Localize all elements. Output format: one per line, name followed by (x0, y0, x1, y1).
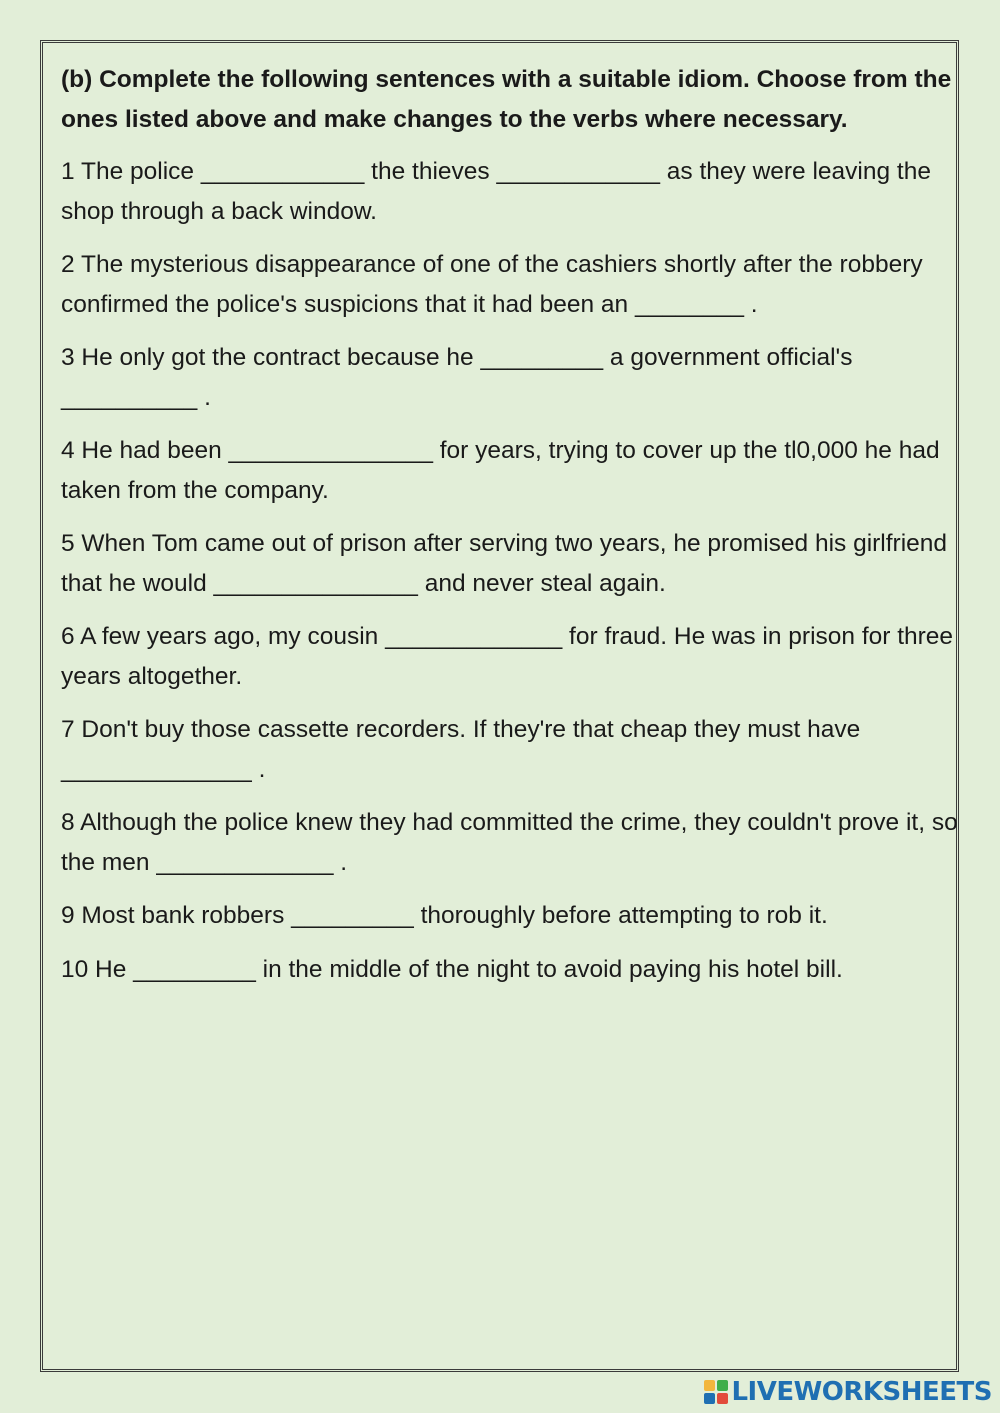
logo-text: LIVEWORKSHEETS (731, 1377, 992, 1407)
instructions-heading: (b) Complete the following sentences with a suitable idiom. Choose from the ones listed above and make changes to the verbs where necessary. (61, 66, 952, 133)
logo-square-2 (717, 1380, 728, 1391)
logo-square-3 (704, 1393, 715, 1404)
liveworksheets-logo[interactable] (704, 1375, 992, 1409)
sentence-3: 3 He only got the contract because he _________ a government official's __________ . (61, 344, 853, 411)
sentence-8: 8 Although the police knew they had committed the crime, they couldn't prove it, so the men _____________ . (61, 809, 958, 876)
sentence-2: 2 The mysterious disappearance of one of the cashiers shortly after the robbery confirmed the police's suspicions that it had been an ________ . (61, 251, 923, 318)
sentence-9: 9 Most bank robbers _________ thoroughly before attempting to rob it. (61, 902, 828, 929)
sentence-4: 4 He had been _______________ for years, trying to cover up the tl0,000 he had taken from the company. (61, 437, 940, 504)
worksheet-content (61, 60, 961, 1003)
logo-square-4 (717, 1393, 728, 1404)
liveworksheets-logo-icon (704, 1380, 728, 1404)
sentence-7: 7 Don't buy those cassette recorders. If they're that cheap they must have ______________ . (61, 716, 861, 783)
sentence-1: 1 The police ____________ the thieves ____________ as they were leaving the shop through a back window. (61, 158, 931, 225)
logo-square-1 (704, 1380, 715, 1391)
sentence-10: 10 He _________ in the middle of the night to avoid paying his hotel bill. (61, 955, 843, 983)
sentence-6: 6 A few years ago, my cousin _____________ for fraud. He was in prison for three years altogether. (61, 623, 954, 690)
sentence-5: 5 When Tom came out of prison after serving two years, he promised his girlfriend that he would _______________ and never steal again. (61, 530, 948, 597)
